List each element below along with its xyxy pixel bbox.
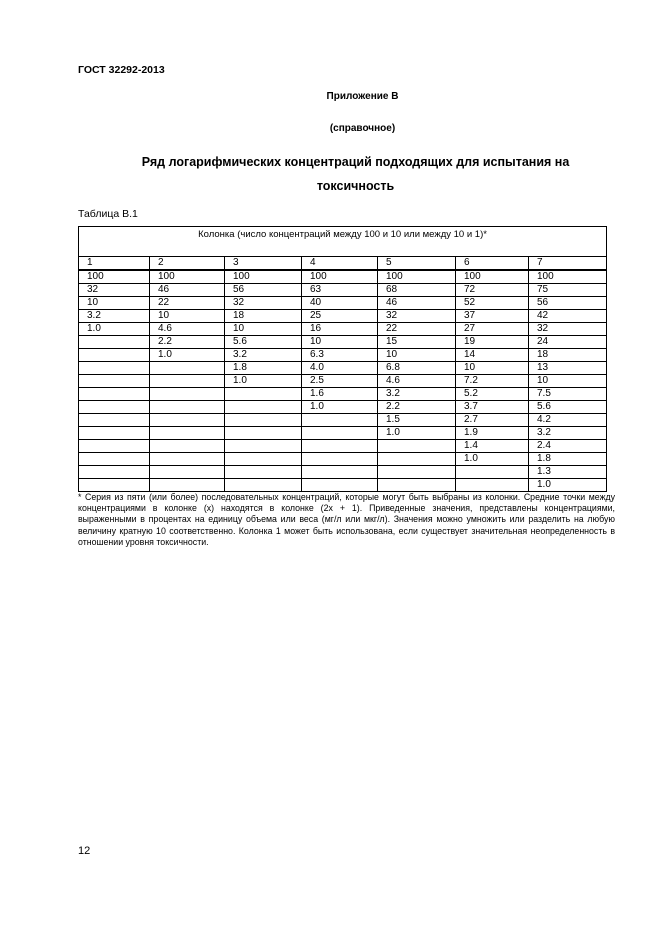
table-cell	[302, 414, 378, 427]
table-cell	[79, 427, 150, 440]
table-row	[79, 375, 607, 388]
table-row	[79, 388, 607, 401]
appendix-title-line-2: токсичность	[316, 179, 395, 193]
table-cell	[79, 349, 150, 362]
table-cell	[302, 479, 378, 492]
table-cell: 6.3	[302, 349, 378, 362]
table-cell	[150, 427, 225, 440]
page-number: 12	[78, 845, 91, 857]
table-cell: 72	[456, 284, 529, 297]
table-cell: 40	[302, 297, 378, 310]
table-cell	[79, 375, 150, 388]
column-number: 2	[150, 257, 225, 271]
table-cell	[225, 401, 302, 414]
table-cell: 16	[302, 323, 378, 336]
table-cell: 32	[225, 297, 302, 310]
table-cell	[225, 414, 302, 427]
standard-code: ГОСТ 32292-2013	[78, 64, 165, 76]
table-cell: 2.2	[150, 336, 225, 349]
table-cell: 1.0	[378, 427, 456, 440]
table-cell: 46	[378, 297, 456, 310]
table-cell: 1.0	[456, 453, 529, 466]
table-cell: 10	[378, 349, 456, 362]
table-cell: 4.0	[302, 362, 378, 375]
table-row	[79, 479, 607, 492]
table-cell: 10	[456, 362, 529, 375]
table-cell: 100	[79, 270, 150, 284]
table-cell	[150, 414, 225, 427]
appendix-note: (справочное)	[329, 123, 396, 134]
table-cell: 2.2	[378, 401, 456, 414]
column-number: 5	[378, 257, 456, 271]
table-cell: 100	[378, 270, 456, 284]
table-cell: 19	[456, 336, 529, 349]
table-cell	[79, 479, 150, 492]
table-cell	[79, 401, 150, 414]
table-cell	[225, 440, 302, 453]
table-cell	[79, 388, 150, 401]
table-cell	[225, 479, 302, 492]
table-cell: 32	[529, 323, 607, 336]
table-cell	[456, 479, 529, 492]
appendix-title-line-1: Ряд логарифмических концентраций подходящих для испытания на	[141, 155, 570, 169]
column-number: 4	[302, 257, 378, 271]
table-cell: 3.7	[456, 401, 529, 414]
table-cell: 100	[150, 270, 225, 284]
table-cell: 63	[302, 284, 378, 297]
table-cell: 10	[150, 310, 225, 323]
table-cell: 1.3	[529, 466, 607, 479]
table-cell: 52	[456, 297, 529, 310]
table-cell: 1.0	[225, 375, 302, 388]
table-cell: 56	[225, 284, 302, 297]
table-caption: Таблица В.1	[78, 208, 138, 220]
table-cell: 3.2	[79, 310, 150, 323]
appendix-label: Приложение В	[326, 91, 399, 102]
table-cell: 18	[529, 349, 607, 362]
table-cell	[79, 362, 150, 375]
appendix-title	[78, 150, 615, 198]
table-cell	[150, 453, 225, 466]
table-row	[79, 336, 607, 349]
column-number: 6	[456, 257, 529, 271]
table-cell	[79, 336, 150, 349]
table-cell: 3.2	[378, 388, 456, 401]
table-cell: 1.0	[302, 401, 378, 414]
table-cell	[302, 427, 378, 440]
table-header: Колонка (число концентраций между 100 и 10 или между 10 и 1)*	[79, 227, 607, 257]
table-cell: 22	[378, 323, 456, 336]
table-cell: 4.2	[529, 414, 607, 427]
table-cell: 10	[79, 297, 150, 310]
table-cell: 5.6	[225, 336, 302, 349]
table-row	[79, 349, 607, 362]
table-cell	[302, 466, 378, 479]
table-cell: 3.2	[225, 349, 302, 362]
table-cell	[378, 440, 456, 453]
table-cell	[79, 414, 150, 427]
column-number: 7	[529, 257, 607, 271]
table-cell	[150, 466, 225, 479]
table-cell	[150, 362, 225, 375]
table-cell	[225, 427, 302, 440]
column-number: 1	[79, 257, 150, 271]
table-cell	[150, 401, 225, 414]
concentration-table	[78, 226, 607, 492]
table-cell: 6.8	[378, 362, 456, 375]
table-cell: 13	[529, 362, 607, 375]
table-row	[79, 401, 607, 414]
table-cell	[150, 375, 225, 388]
table-cell	[79, 453, 150, 466]
table-cell: 56	[529, 297, 607, 310]
table-cell: 37	[456, 310, 529, 323]
table-cell	[456, 466, 529, 479]
table-cell: 27	[456, 323, 529, 336]
table-cell	[79, 466, 150, 479]
table-cell: 68	[378, 284, 456, 297]
column-numbers-row	[79, 257, 607, 271]
table-cell: 14	[456, 349, 529, 362]
table-cell: 75	[529, 284, 607, 297]
table-cell: 100	[225, 270, 302, 284]
table-cell: 18	[225, 310, 302, 323]
table-cell	[225, 453, 302, 466]
table-cell	[150, 440, 225, 453]
table-row	[79, 270, 607, 284]
table-cell: 25	[302, 310, 378, 323]
table-cell: 100	[456, 270, 529, 284]
table-footnote: * Серия из пяти (или более) последовательных концентраций, которые могут быть выбраны из колонки. Средние точки между концентрациями в колонке (x) находятся в колонке (2x + 1). Приведенные значения, представлены концентрациями, выраженными в процентах на единицу объема или веса (мг/л или мкг/л). Значения можно умножить или разделить на любую величину кратную 10 соответственно. Колонка 1 может быть использована, если существует значительная неопределенность в отношении уровня токсичности.	[78, 492, 615, 547]
table-cell: 1.4	[456, 440, 529, 453]
table-cell: 5.2	[456, 388, 529, 401]
table-cell: 24	[529, 336, 607, 349]
table-cell: 10	[302, 336, 378, 349]
table-header-row	[79, 227, 607, 257]
table-cell: 1.6	[302, 388, 378, 401]
table-cell	[150, 388, 225, 401]
table-cell: 100	[302, 270, 378, 284]
table-row	[79, 310, 607, 323]
table-cell: 1.9	[456, 427, 529, 440]
table-cell: 15	[378, 336, 456, 349]
table-cell	[378, 453, 456, 466]
table-cell: 1.8	[529, 453, 607, 466]
table-cell: 10	[225, 323, 302, 336]
table-cell: 2.7	[456, 414, 529, 427]
table-cell: 2.4	[529, 440, 607, 453]
table-cell: 7.2	[456, 375, 529, 388]
table-cell: 1.5	[378, 414, 456, 427]
table-row	[79, 414, 607, 427]
table-cell	[302, 440, 378, 453]
table-cell	[225, 466, 302, 479]
table-cell: 4.6	[150, 323, 225, 336]
table-cell	[302, 453, 378, 466]
table-cell	[378, 479, 456, 492]
table-cell: 46	[150, 284, 225, 297]
table-row	[79, 284, 607, 297]
table-row	[79, 427, 607, 440]
column-number: 3	[225, 257, 302, 271]
table-cell	[79, 440, 150, 453]
table-row	[79, 453, 607, 466]
table-cell: 10	[529, 375, 607, 388]
table-cell: 1.0	[150, 349, 225, 362]
table-cell	[150, 479, 225, 492]
table-cell: 7.5	[529, 388, 607, 401]
table-cell: 4.6	[378, 375, 456, 388]
table-cell: 2.5	[302, 375, 378, 388]
table-row	[79, 297, 607, 310]
table-cell: 32	[378, 310, 456, 323]
table-cell: 42	[529, 310, 607, 323]
table-cell: 22	[150, 297, 225, 310]
table-row	[79, 466, 607, 479]
table-cell: 5.6	[529, 401, 607, 414]
table-cell	[225, 388, 302, 401]
table-cell: 1.0	[529, 479, 607, 492]
table-cell: 1.8	[225, 362, 302, 375]
table-row	[79, 362, 607, 375]
table-cell: 1.0	[79, 323, 150, 336]
table-row	[79, 323, 607, 336]
table-cell: 32	[79, 284, 150, 297]
table-cell	[378, 466, 456, 479]
table-row	[79, 440, 607, 453]
table-cell: 100	[529, 270, 607, 284]
table-cell: 3.2	[529, 427, 607, 440]
